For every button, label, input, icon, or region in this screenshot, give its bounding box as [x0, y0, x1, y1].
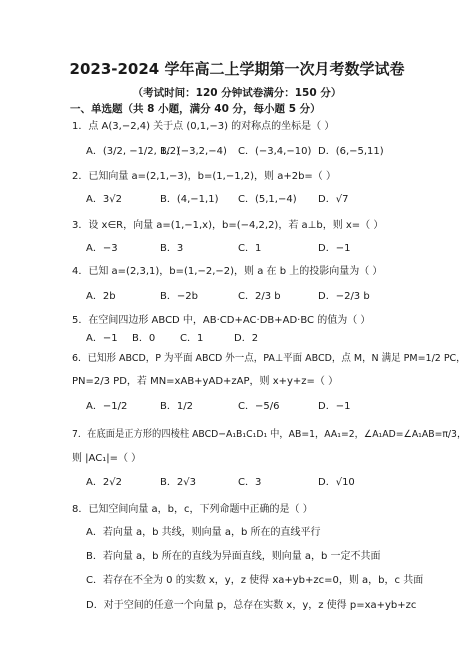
question-1-option-a: A．(3/2, −1/2, 1/2): [86, 146, 181, 157]
question-6-stem-line-2: PN=2/3 PD，若 MN=xAB+yAD+zAP，则 x+y+z=（ ）: [72, 376, 339, 387]
question-8-option-a: A．若向量 a，b 共线，则向量 a，b 所在的直线平行: [86, 527, 321, 538]
question-4-stem: 4．已知 a=(2,3,1)，b=(1,−2,−2)，则 a 在 b 上的投影向量为（ ）: [72, 266, 383, 277]
question-6-stem-line-1: 6．已知形 ABCD，P 为平面 ABCD 外一点，PA⊥平面 ABCD，点 M，N 满足 PM=1/2 PC，: [72, 353, 466, 364]
question-5-stem: 5．在空间四边形 ABCD 中，AB·CD+AC·DB+AD·BC 的值为（ ）: [72, 315, 371, 326]
question-2-option-b: B．(4,−1,1): [160, 194, 219, 205]
exam-subtitle: （考试时间：120 分钟试卷满分：150 分）: [132, 87, 342, 99]
question-7-option-b: B．2√3: [160, 477, 196, 488]
question-2-stem: 2．已知向量 a=(2,1,−3)，b=(1,−1,2)，则 a+2b=（ ）: [72, 171, 336, 182]
question-7-option-a: A．2√2: [86, 477, 122, 488]
question-1-stem: 1．点 A(3,−2,4) 关于点 (0,1,−3) 的对称点的坐标是（ ）: [72, 121, 335, 132]
question-1-option-c: C．(−3,4,−10): [238, 146, 312, 157]
question-6-option-b: B．1/2: [160, 401, 193, 412]
question-1-option-b: B．(−3,2,−4): [160, 146, 227, 157]
question-8-option-c: C．若存在不全为 0 的实数 x，y，z 使得 xa+yb+zc=0，则 a，b，c 共面: [86, 575, 424, 586]
question-4-option-c: C．2/3 b: [238, 291, 281, 302]
question-4-option-d: D．−2/3 b: [318, 291, 370, 302]
question-3-option-c: C．1: [238, 243, 262, 254]
question-6-option-c: C．−5/6: [238, 401, 280, 412]
question-2-option-d: D．√7: [318, 194, 349, 205]
question-8-stem: 8．已知空间向量 a，b，c，下列命题中正确的是（ ）: [72, 504, 313, 515]
question-5-option-c: C．1: [180, 333, 204, 344]
question-6-option-d: D．−1: [318, 401, 351, 412]
question-8-option-b: B．若向量 a，b 所在的直线为异面直线，则向量 a，b 一定不共面: [86, 551, 381, 562]
question-8-option-d: D．对于空间的任意一个向量 p，总存在实数 x，y，z 使得 p=xa+yb+zc: [86, 600, 417, 611]
section-heading: 一、单选题（共 8 小题，满分 40 分，每小题 5 分）: [70, 103, 321, 115]
question-1-option-d: D．(6,−5,11): [318, 146, 384, 157]
question-2-option-c: C．(5,1,−4): [238, 194, 297, 205]
exam-title: 2023-2024 学年高二上学期第一次月考数学试卷: [69, 60, 405, 78]
question-7-stem-line-1: 7．在底面是正方形的四棱柱 ABCD−A₁B₁C₁D₁ 中，AB=1，AA₁=2，∠A₁AD=∠A₁AB=π/3，: [72, 429, 467, 440]
question-3-option-a: A．−3: [86, 243, 118, 254]
question-4-option-b: B．−2b: [160, 291, 198, 302]
question-3-option-d: D．−1: [318, 243, 351, 254]
question-3-option-b: B．3: [160, 243, 184, 254]
question-5-option-a: A．−1: [86, 333, 118, 344]
question-7-option-c: C．3: [238, 477, 262, 488]
question-5-option-d: D．2: [234, 333, 259, 344]
question-6-option-a: A．−1/2: [86, 401, 128, 412]
question-5-option-b: B．0: [132, 333, 156, 344]
question-7-option-d: D．√10: [318, 477, 355, 488]
question-7-stem-line-2: 则 |AC₁|=（ ）: [72, 453, 142, 464]
question-2-option-a: A．3√2: [86, 194, 122, 205]
question-3-stem: 3．设 x∈R，向量 a=(1,−1,x)，b=(−4,2,2)，若 a⊥b，则 x=（ ）: [72, 220, 384, 231]
question-4-option-a: A．2b: [86, 291, 116, 302]
